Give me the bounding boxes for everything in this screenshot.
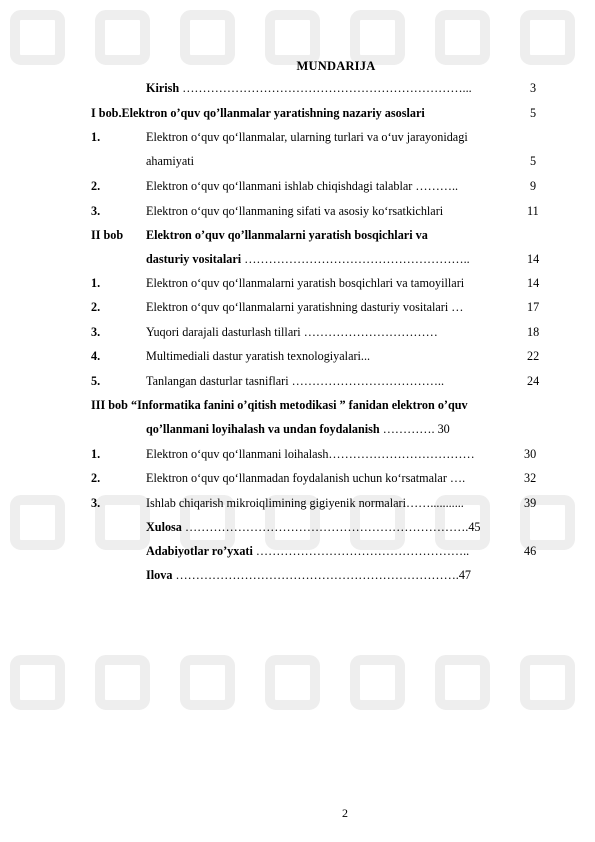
toc-entry-2-4[interactable]: Multimediali dastur yaratish texnologiyalari... xyxy=(146,349,371,363)
toc-page: 32 xyxy=(524,471,537,485)
toc-leader: ……………………………………………………………... xyxy=(179,81,472,95)
toc-leader: …………………………………………………………….47 xyxy=(172,568,472,582)
toc-entry-1-2[interactable]: Elektron o‘quv qo‘llanmani ishlab chiqishdagi talablar ……….. xyxy=(146,179,459,193)
toc-number: 1. xyxy=(91,276,101,290)
toc-page: 14 xyxy=(527,252,540,266)
toc-page: 11 xyxy=(527,204,539,218)
toc-entry-1-1[interactable]: Elektron o‘quv qo‘llanmalar, ularning turlari va o‘uv jarayonidagi xyxy=(146,130,468,144)
toc-number: 3. xyxy=(91,325,101,339)
toc-entry-2-2[interactable]: Elektron o‘quv qo‘llanmalarni yaratishning dasturiy vositalari … xyxy=(146,300,464,314)
toc-entry-3-1[interactable]: Elektron o‘quv qo‘llanmani loihalash……………………………… xyxy=(146,447,475,461)
toc-chapter-2-cont[interactable] xyxy=(146,252,470,266)
toc-page: 3 xyxy=(530,81,537,95)
toc-entry-3-3[interactable]: Ishlab chiqarish mikroiqlimining gigiyenik normalari……........... xyxy=(146,496,464,510)
toc-number: 5. xyxy=(91,374,101,388)
toc-page: 5 xyxy=(530,154,537,168)
toc-page: 17 xyxy=(527,300,540,314)
toc-page: 18 xyxy=(527,325,540,339)
toc-page: 14 xyxy=(527,276,540,290)
toc-entry-intro[interactable] xyxy=(146,81,472,95)
toc-page: 9 xyxy=(530,179,537,193)
toc-label: dasturiy vositalari xyxy=(146,252,242,266)
toc-page: 39 xyxy=(524,496,537,510)
toc-number: 3. xyxy=(91,204,101,218)
toc-number: 1. xyxy=(91,447,101,461)
toc-entry-1-3[interactable]: Elektron o‘quv qo‘llanmaning sifati va asosiy ko‘rsatkichlari xyxy=(146,204,444,218)
toc-entry-2-1[interactable]: Elektron o‘quv qo‘llanmalarni yaratish bosqichlari va tamoyillari xyxy=(146,276,465,290)
toc-chapter-2-number: II bob xyxy=(91,228,124,242)
toc-number: 3. xyxy=(91,496,101,510)
toc-number: 2. xyxy=(91,179,101,193)
toc-page: 22 xyxy=(527,349,540,363)
toc-entry-1-1-cont[interactable]: ahamiyati xyxy=(146,154,195,168)
toc-page: 24 xyxy=(527,374,540,388)
toc-number: 2. xyxy=(91,471,101,485)
toc-number: 2. xyxy=(91,300,101,314)
toc-chapter-1[interactable]: I bob.Elektron o’quv qo’llanmalar yaratishning nazariy asoslari xyxy=(91,106,425,120)
toc-page: 30 xyxy=(437,422,450,436)
toc-entry-appendix[interactable] xyxy=(146,568,471,582)
toc-leader: …………. xyxy=(379,422,435,436)
toc-label: Xulosa xyxy=(146,520,182,534)
toc-leader: ……………………………………………….. xyxy=(241,252,470,266)
toc-page: 5 xyxy=(530,106,537,120)
toc-number: 1. xyxy=(91,130,101,144)
toc-number: 4. xyxy=(91,349,101,363)
toc-chapter-3-cont[interactable] xyxy=(146,422,450,436)
toc-leader: …………………………………………….. xyxy=(252,544,470,558)
toc-entry-2-3[interactable]: Yuqori darajali dasturlash tillari …………………………… xyxy=(146,325,438,339)
toc-leader: …………………………………………………………….45 xyxy=(181,520,481,534)
toc-chapter-3[interactable]: III bob “Informatika fanini o’qitish metodikasi ” fanidan elektron o’quv xyxy=(91,398,468,412)
toc-label: qo’llanmani loyihalash va undan foydalanish xyxy=(146,422,380,436)
toc-label: Kirish xyxy=(146,81,180,95)
page-title: MUNDARIJA xyxy=(296,59,376,73)
toc-entry-references[interactable] xyxy=(146,544,469,558)
toc-entry-2-5[interactable]: Tanlangan dasturlar tasniflari ……………………………….. xyxy=(146,374,445,388)
toc-entry-3-2[interactable]: Elektron o‘quv qo‘llanmadan foydalanish uchun ko‘rsatmalar …. xyxy=(146,471,466,485)
toc-label: Ilova xyxy=(146,568,173,582)
toc-entry-conclusion[interactable] xyxy=(146,520,481,534)
page-number: 2 xyxy=(342,806,348,820)
toc-page: 30 xyxy=(524,447,537,461)
toc-label: Adabiyotlar ro’yxati xyxy=(146,544,253,558)
toc-page: 46 xyxy=(524,544,537,558)
toc-chapter-2[interactable]: Elektron o’quv qo’llanmalarni yaratish bosqichlari va xyxy=(146,228,428,242)
